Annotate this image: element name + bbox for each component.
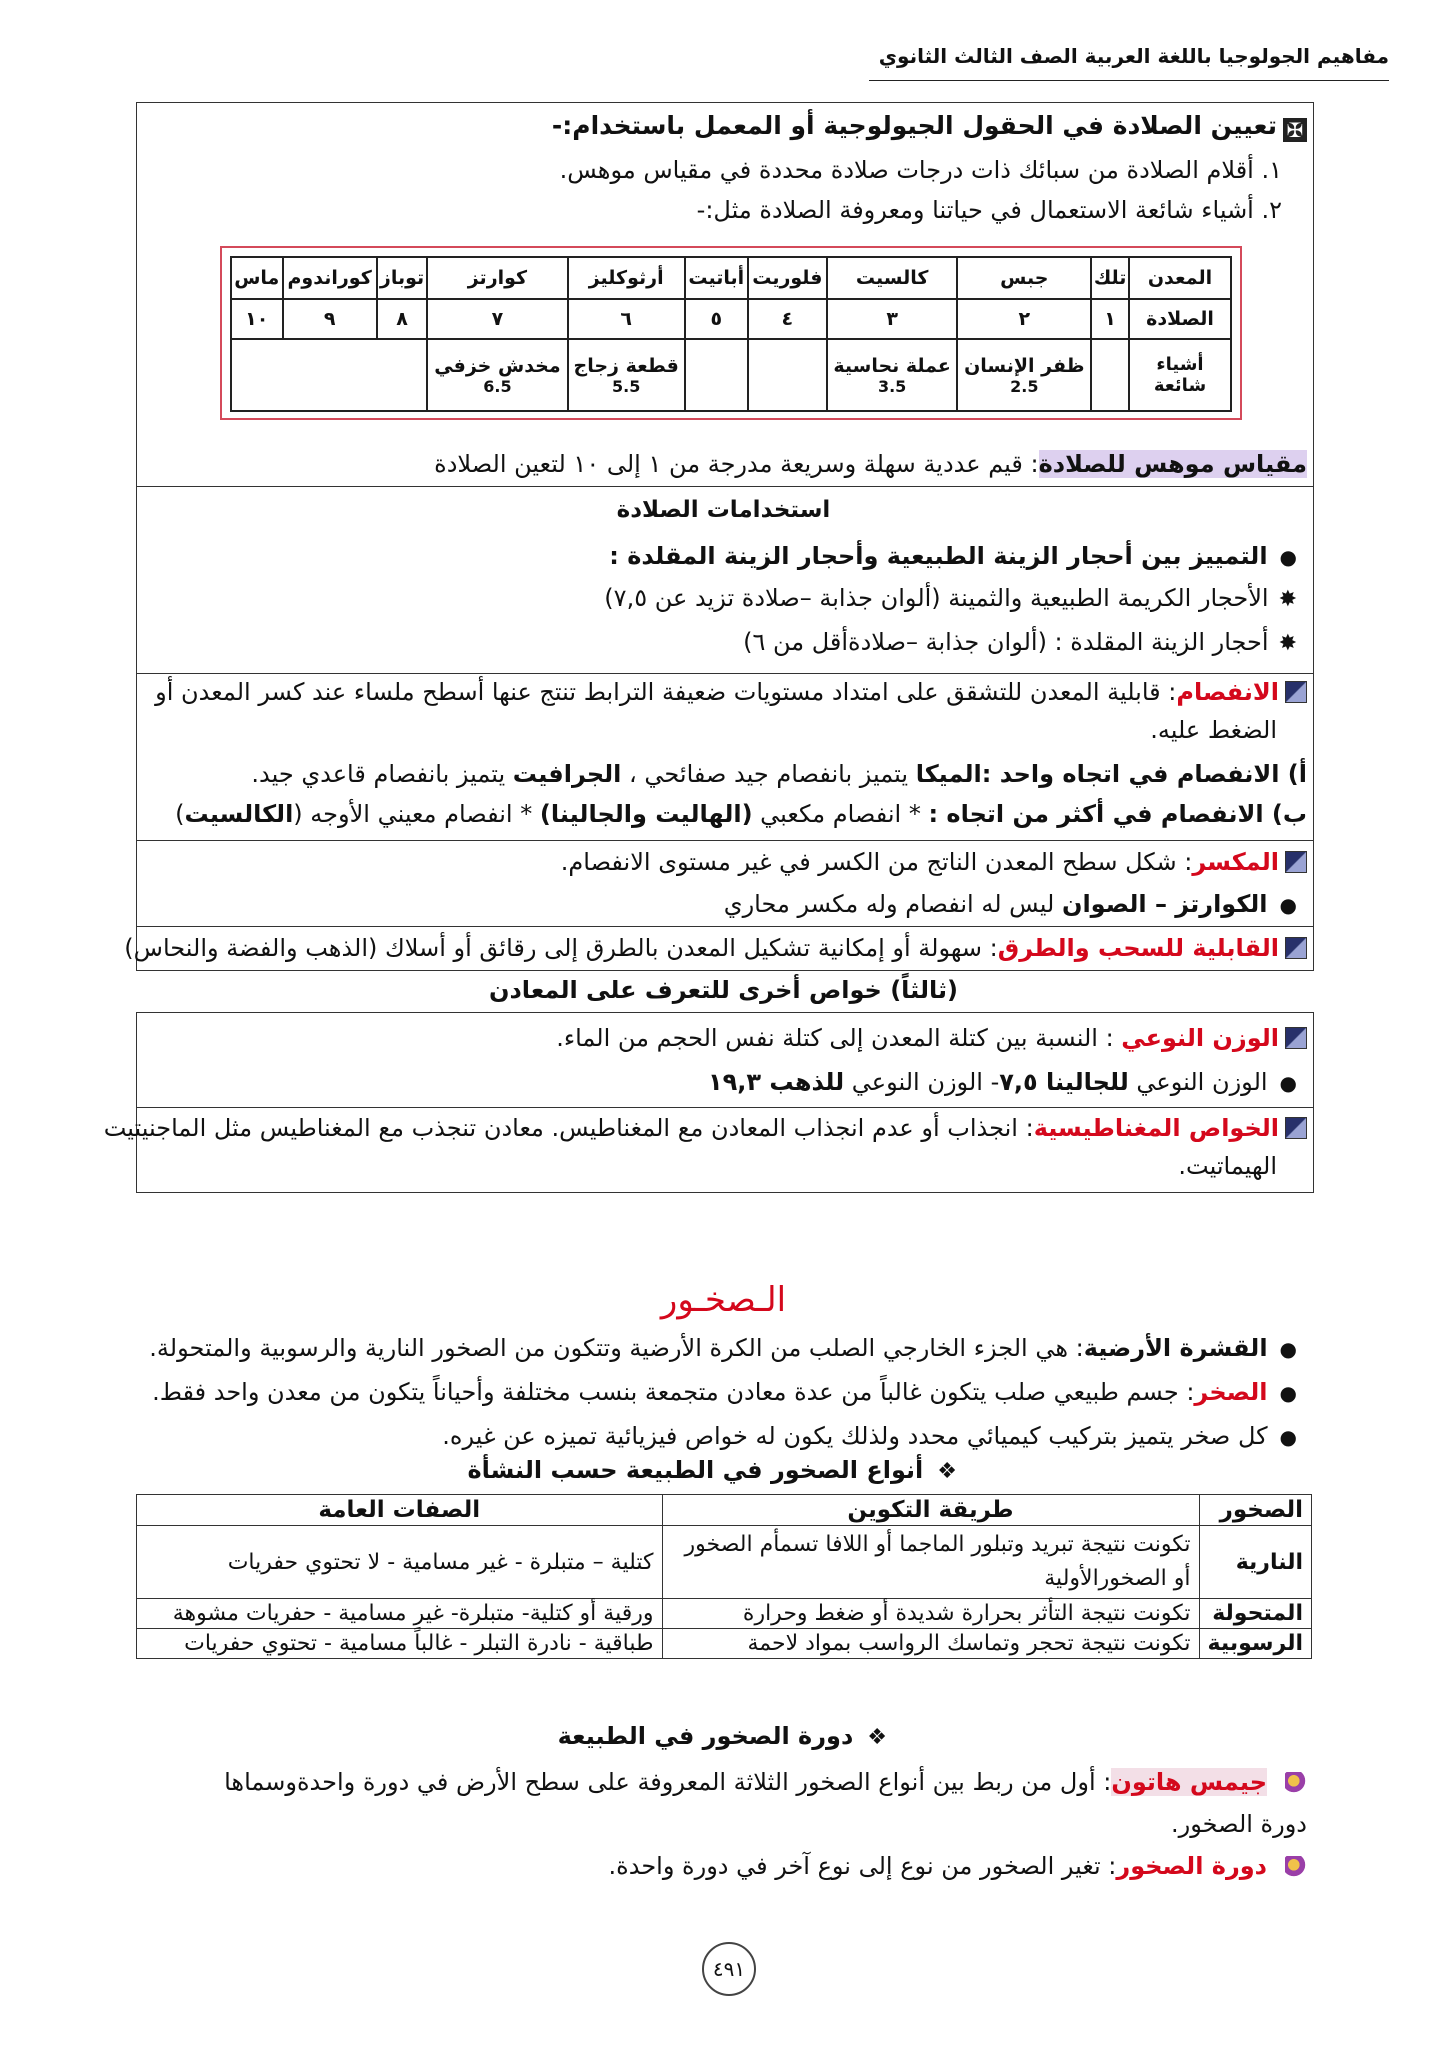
rock-formation-cell: تكونت نتيجة التأثر بحرارة شديدة أو ضغط وحرارة <box>662 1599 1199 1629</box>
hardness-title: ✠تعيين الصلادة في الحقول الجيولوجية أو المعمل باستخدام:- <box>552 108 1307 144</box>
hardness-value-cell: ٩ <box>283 299 377 339</box>
rock-types-table <box>136 1494 1312 1659</box>
object-name: ظفر الإنسان <box>964 354 1085 377</box>
magnetic-term: الخواص المغناطيسية <box>1033 1114 1279 1142</box>
mohs-term: مقياس موهس للصلادة <box>1038 450 1307 478</box>
quartz-flint-label: الكوارتز – الصوان <box>1061 890 1268 918</box>
mineral-cell: كوارتز <box>427 257 567 299</box>
cleavage-a <box>251 756 1307 792</box>
rock-table-header <box>137 1495 1312 1526</box>
object-cell <box>427 339 567 411</box>
rock-cycle-title <box>558 1718 887 1756</box>
object-value: 5.5 <box>611 376 641 396</box>
rock-type-cell: المتحولة <box>1199 1599 1312 1629</box>
rock-cycle-title-text: دورة الصخور في الطبيعة <box>557 1722 854 1750</box>
ductility-term: القابلية للسحب والطرق <box>997 934 1279 962</box>
other-props-title: (ثالثاً) خواص أخرى للتعرف على المعادن <box>489 976 958 1004</box>
object-name: مخدش خزفي <box>434 354 561 377</box>
hardness-value-cell: ٣ <box>827 299 958 339</box>
star-icon: ✸ <box>1278 587 1297 612</box>
cleavage-a-text-1: يتميز بانفصام جيد صفائحي ، <box>621 760 916 788</box>
fracture-def-text: : شكل سطح المعدن الناتج من الكسر في غير مستوى الانفصام. <box>560 848 1193 876</box>
header-title: مفاهيم الجولوجيا باللغة العربية الصف الثالث الثانوي <box>878 44 1389 68</box>
cleavage-def-line-2: الضغط عليه. <box>1150 716 1277 744</box>
diamond-bullet-icon: ❖ <box>867 1725 887 1750</box>
fracture-term: المكسر <box>1192 848 1279 876</box>
rock-formation-cell: تكونت نتيجة تبريد وتبلور الماجما أو اللافا تسمأم الصخور أو الصخورالأولية <box>662 1526 1199 1599</box>
mineral-cell: ماس <box>231 257 283 299</box>
title-marker-icon: ✠ <box>1283 118 1307 142</box>
sg-term: الوزن النوعي <box>1121 1024 1279 1052</box>
ductility-def-text: : سهولة أو إمكانية تشكيل المعدن بالطرق إلى رقائق أو أسلاك (الذهب والفضة والنحاس) <box>124 934 998 962</box>
magnetic-definition <box>104 1110 1307 1146</box>
hardness-value-cell: ٦ <box>568 299 685 339</box>
cleavage-b-text-3: ) <box>175 800 185 828</box>
object-value: 6.5 <box>483 376 512 396</box>
hardness-value-cell: ١ <box>1091 299 1129 339</box>
rock-term: الصخر <box>1194 1378 1268 1406</box>
cleavage-b-label: ب) الانفصام في أكثر من اتجاه : <box>928 800 1307 828</box>
rock-table-row <box>137 1599 1312 1629</box>
mohs-definition <box>434 446 1307 482</box>
hardness-item-1: ١. أقلام الصلادة من سبائك ذات درجات صلادة محددة في مقياس موهس. <box>559 156 1282 184</box>
hardness-value-cell: ٧ <box>427 299 567 339</box>
empty-cell <box>231 339 427 411</box>
object-cell <box>568 339 685 411</box>
hardness-label-objects: أشياء شائعة <box>1129 339 1231 411</box>
sg-ex-text-1: الوزن النوعي <box>1128 1068 1268 1096</box>
object-value: 3.5 <box>877 376 907 396</box>
mica-label: الميكا <box>915 760 982 788</box>
pushpin-icon <box>1285 1856 1307 1878</box>
cleavage-definition <box>155 674 1307 710</box>
cleavage-a-text-2: يتميز بانفصام قاعدي جيد. <box>251 760 513 788</box>
hardness-row-objects <box>231 339 1231 411</box>
hardness-table-frame <box>220 246 1242 420</box>
crust-def-text: : هي الجزء الخارجي الصلب من الكرة الأرضية وتتكون من الصخور النارية والرسوبية والمتحولة. <box>149 1334 1084 1362</box>
sg-definition <box>556 1020 1307 1056</box>
rock-type-cell: الرسوبية <box>1199 1629 1312 1659</box>
hardness-value-cell: ٤ <box>748 299 827 339</box>
hardness-value-cell: ٥ <box>685 299 748 339</box>
object-cell <box>957 339 1091 411</box>
halite-galena-label: (الهاليت والجالينا) <box>539 800 753 828</box>
hutton-term: جيمس هاتون <box>1111 1768 1267 1796</box>
rock-composition-text: كل صخر يتميز بتركيب كيميائي محدد ولذلك يكون له خواص فيزيائية تميزه عن غيره. <box>442 1422 1268 1450</box>
gold-sg: للذهب ١٩,٣ <box>708 1068 845 1096</box>
uses-star-1 <box>604 580 1297 618</box>
fracture-example-text: ليس له انفصام وله مكسر محاري <box>723 890 1062 918</box>
hutton-definition <box>224 1764 1307 1800</box>
crust-term: القشرة الأرضية <box>1083 1334 1268 1362</box>
mineral-cell: أرثوكليز <box>568 257 685 299</box>
square-bullet-icon <box>1285 1117 1307 1139</box>
empty-cell <box>748 339 827 411</box>
rock-cycle-term: دورة الصخور <box>1116 1852 1267 1880</box>
rock-traits-cell: طباقية - نادرة التبلر - غالباً مسامية - تحتوي حفريات <box>137 1629 663 1659</box>
rock-table-header-cell: الصفات العامة <box>137 1495 663 1526</box>
rock-table-header-cell: طريقة التكوين <box>662 1495 1199 1526</box>
uses-bullet <box>609 538 1297 575</box>
magnetic-def-line-2: الهيماتيت. <box>1178 1152 1277 1180</box>
rock-types-title-text: أنواع الصخور في الطبيعة حسب النشأة <box>467 1456 924 1484</box>
uses-title: استخدامات الصلادة <box>616 497 831 523</box>
hardness-row-minerals <box>231 257 1231 299</box>
hutton-def-text: : أول من ربط بين أنواع الصخور الثلاثة المعروفة على سطح الأرض في دورة واحدةوسماها <box>224 1768 1112 1796</box>
bullet-icon: ● <box>1279 1381 1297 1405</box>
hardness-value-cell: ٢ <box>957 299 1091 339</box>
cleavage-b-text-2: * انفصام معيني الأوجه ( <box>293 800 540 828</box>
mineral-cell: كوراندوم <box>283 257 377 299</box>
sg-def-text: : النسبة بين كتلة المعدن إلى كتلة نفس الحجم من الماء. <box>556 1024 1122 1052</box>
empty-cell <box>685 339 748 411</box>
mineral-cell: جبس <box>957 257 1091 299</box>
mineral-cell: أباتيت <box>685 257 748 299</box>
object-value: 2.5 <box>1010 376 1039 396</box>
sg-ex-text-2: - الوزن النوعي <box>844 1068 1000 1096</box>
cleavage-a-label: أ) الانفصام في اتجاه واحد : <box>981 760 1307 788</box>
mineral-cell: كالسيت <box>827 257 958 299</box>
rock-composition <box>442 1418 1297 1455</box>
rock-table-row <box>137 1629 1312 1659</box>
star-icon: ✸ <box>1278 631 1297 656</box>
uses-star-1-text: الأحجار الكريمة الطبيعية والثمينة (ألوان جذابة –صلادة تزيد عن ٧,٥) <box>604 584 1269 612</box>
rock-traits-cell: ورقية أو كتلية- متبلرة- غير مسامية - حفريات مشوهة <box>137 1599 663 1629</box>
object-name: عملة نحاسية <box>833 354 951 377</box>
crust-definition <box>149 1330 1297 1367</box>
rock-cycle-definition <box>609 1848 1307 1884</box>
uses-star-2-text: أحجار الزينة المقلدة : (ألوان جذابة –صلادةأقل من ٦) <box>743 628 1269 656</box>
mohs-def-text: : قيم عددية سهلة وسريعة مدرجة من ١ إلى ١٠ لتعين الصلادة <box>434 450 1039 478</box>
square-bullet-icon <box>1285 681 1307 703</box>
cleavage-b-text-1: * انفصام مكعبي <box>752 800 929 828</box>
galena-sg: للجالينا ٧,٥ <box>999 1068 1129 1096</box>
sg-example <box>708 1064 1297 1101</box>
diamond-bullet-icon: ❖ <box>937 1459 957 1484</box>
header-divider <box>869 80 1389 81</box>
bullet-icon: ● <box>1279 893 1297 917</box>
rock-def-text: : جسم طبيعي صلب يتكون غالباً من عدة معادن متجمعة بنسب مختلفة وأحياناً يتكون من معدن واحد فقط. <box>152 1378 1195 1406</box>
bullet-icon: ● <box>1279 1071 1297 1095</box>
rocks-title: الـصخـور <box>660 1280 787 1320</box>
magnetic-def-text: : انجذاب أو عدم انجذاب المعادن مع المغناطيس. معادن تنجذب مع المغناطيس مثل الماجنيتيت <box>103 1114 1034 1142</box>
cleavage-def-text: : قابلية المعدن للتشقق على امتداد مستويات ضعيفة الترابط تنتج عنها أسطح ملساء عند كسر المعدن أو <box>155 678 1177 706</box>
rock-table-header-cell: الصخور <box>1199 1495 1312 1526</box>
rock-traits-cell: كتلية – متبلرة - غير مسامية - لا تحتوي حفريات <box>137 1526 663 1599</box>
cleavage-b <box>175 796 1307 832</box>
bullet-icon: ● <box>1279 1425 1297 1449</box>
calcite-label: الكالسيت <box>184 800 294 828</box>
pushpin-icon <box>1285 1772 1307 1794</box>
square-bullet-icon <box>1285 851 1307 873</box>
rock-formation-cell: تكونت نتيجة تحجر وتماسك الرواسب بمواد لاحمة <box>662 1629 1199 1659</box>
hardness-item-2: ٢. أشياء شائعة الاستعمال في حياتنا ومعروفة الصلادة مثل:- <box>696 196 1282 224</box>
bullet-icon: ● <box>1279 1337 1297 1361</box>
rock-table-row <box>137 1526 1312 1599</box>
rock-definition <box>152 1374 1297 1411</box>
rock-type-cell: النارية <box>1199 1526 1312 1599</box>
hardness-value-cell: ١٠ <box>231 299 283 339</box>
square-bullet-icon <box>1285 1027 1307 1049</box>
mineral-cell: تلك <box>1091 257 1129 299</box>
hardness-row-values <box>231 299 1231 339</box>
mineral-cell: توباز <box>377 257 428 299</box>
graphite-label: الجرافيت <box>512 760 622 788</box>
rock-cycle-def-text: : تغير الصخور من نوع إلى نوع آخر في دورة واحدة. <box>608 1852 1117 1880</box>
empty-cell <box>1091 339 1129 411</box>
object-cell <box>827 339 958 411</box>
object-name: قطعة زجاج <box>573 354 679 377</box>
hardness-value-cell: ٨ <box>377 299 428 339</box>
ductility-definition <box>124 930 1307 966</box>
square-bullet-icon <box>1285 937 1307 959</box>
rock-types-title <box>467 1452 957 1490</box>
mineral-cell: فلوريت <box>748 257 827 299</box>
fracture-example <box>724 886 1297 923</box>
hutton-def-line-2: دورة الصخور. <box>1171 1810 1307 1838</box>
cleavage-term: الانفصام <box>1176 678 1279 706</box>
hardness-table <box>230 256 1232 412</box>
hardness-label-hardness: الصلادة <box>1129 299 1231 339</box>
uses-bullet-text: التمييز بين أحجار الزينة الطبيعية وأحجار الزينة المقلدة : <box>609 542 1268 570</box>
fracture-definition <box>561 844 1307 880</box>
bullet-icon: ● <box>1279 545 1297 569</box>
page-number: ٤٩١ <box>702 1942 756 1996</box>
uses-star-2 <box>743 624 1297 662</box>
hardness-label-mineral: المعدن <box>1129 257 1231 299</box>
